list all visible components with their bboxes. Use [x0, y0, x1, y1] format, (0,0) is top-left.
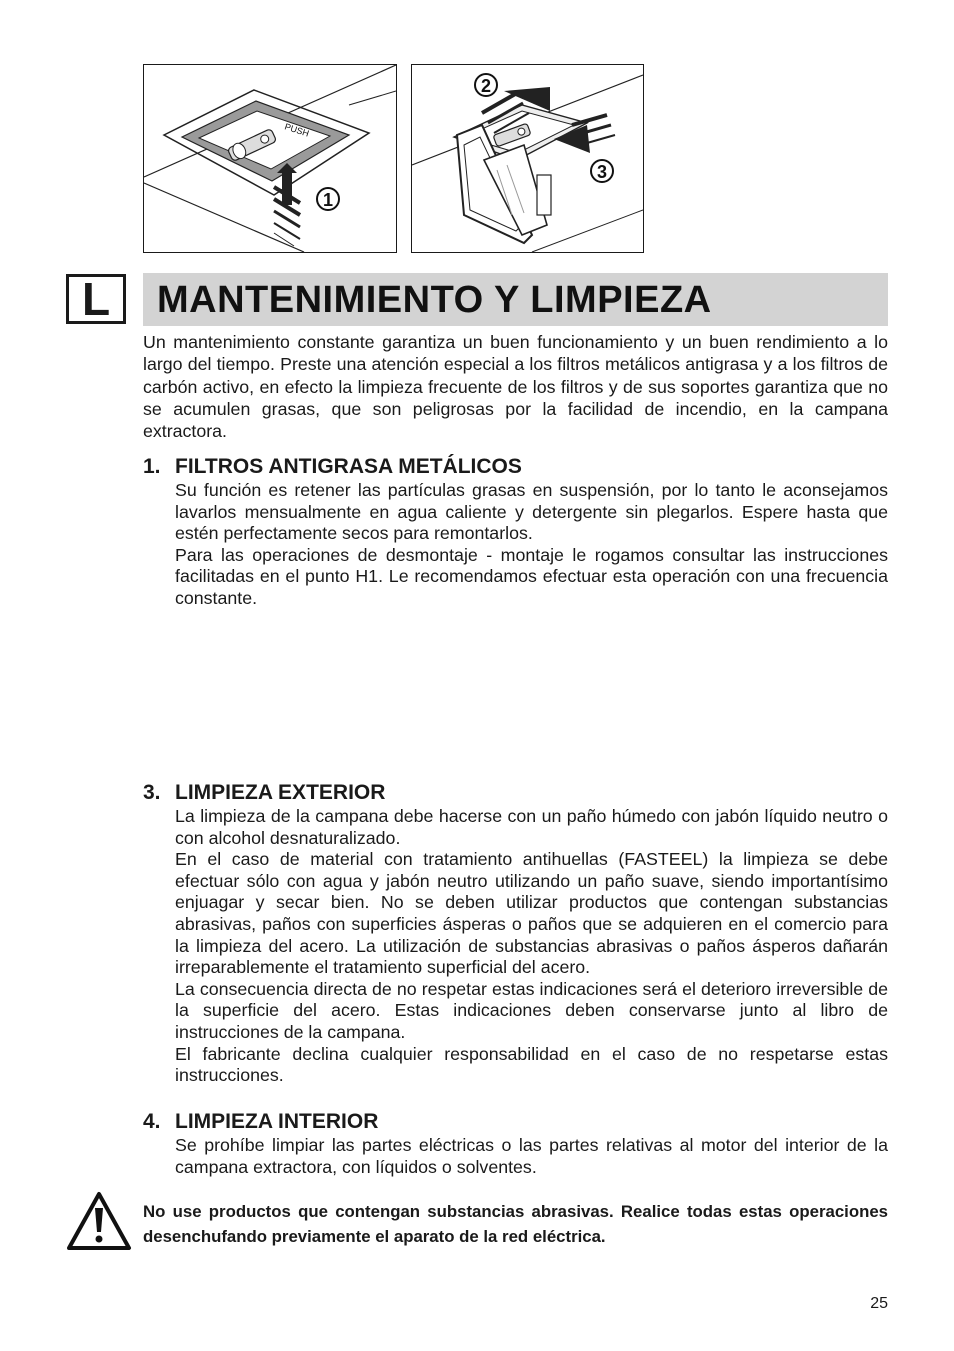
section-paragraph: La consecuencia directa de no respetar estas indicaciones será el deterioro irreversible de la superficie del acero. Estas indicaciones deben conservarse junto al libro de instrucciones de la campana.: [175, 978, 888, 1042]
section-number: 3.: [143, 781, 161, 804]
intro-paragraph: Un mantenimiento constante garantiza un buen funcionamiento y un buen rendimiento a lo largo del tiempo. Preste una atención especial a los filtros metálicos antigrasa y a los filtros de carbón activo, en efecto la limpieza frecuente de los filtros y de sus soportes garantiza que no se acumulen grasas, que son peligrosas por la facilidad de incendio, en la campana extractora.: [143, 332, 888, 442]
section-paragraph: Su función es retener las partículas grasas en suspensión, por lo tanto le aconsejamos lavarlos mensualmente en agua caliente y detergente sin plegarlos. Espere hasta que estén perfectamente secos para remontarlos.: [175, 480, 888, 544]
section-body: [175, 806, 888, 1087]
section-number: 4.: [143, 1110, 161, 1133]
push-label: PUSH: [283, 121, 311, 139]
title-band: [143, 273, 888, 326]
section-letter-badge: L: [66, 274, 126, 324]
section-paragraph: Se prohíbe limpiar las partes eléctricas o las partes relativas al motor del interior de la campana extractora, con líquidos o solventes.: [175, 1135, 888, 1177]
section-heading: [143, 1109, 888, 1135]
page-title: MANTENIMIENTO Y LIMPIEZA: [157, 279, 712, 321]
step-2-label: 2: [480, 76, 492, 96]
section-limpieza-interior: [143, 1109, 888, 1178]
page-number: 25: [870, 1295, 888, 1312]
section-body: [175, 480, 888, 610]
figure-filter-push: [143, 64, 397, 253]
section-title: FILTROS ANTIGRASA METÁLICOS: [175, 455, 522, 478]
section-filtros-antigrasa: [143, 454, 888, 610]
section-paragraph: En el caso de material con tratamiento antihuellas (FASTEEL) la limpieza se debe efectuar sólo con agua y jabón neutro utilizando un paño suave, siendo importantísimo enjuagar y secar bien. No se deben utilizar productos que contengan substancias abrasivas, paños con superficies ásperas o paños que se adquieren en el comercio para la limpieza del acero. La utilización de substancias abrasivas o paños ásperos dañarán irreparablemente el tratamiento superficial del acero.: [175, 849, 888, 978]
section-heading: [143, 780, 888, 806]
section-paragraph: Para las operaciones de desmontaje - montaje le rogamos consultar las instrucciones facilitadas en el punto H1. Le recomendamos efectuar esta operación con una frecuencia constante.: [175, 544, 888, 608]
section-title: LIMPIEZA INTERIOR: [175, 1110, 379, 1133]
filter-removal-illustration: [412, 65, 643, 252]
section-paragraph: La limpieza de la campana debe hacerse con un paño húmedo con jabón líquido neutro o con alcohol desnaturalizado.: [175, 806, 888, 848]
section-paragraph: El fabricante declina cualquier responsabilidad en el caso de no respetarse estas instrucciones.: [175, 1043, 888, 1086]
step-3-label: 3: [596, 162, 608, 182]
section-heading: [143, 454, 888, 480]
section-title: LIMPIEZA EXTERIOR: [175, 781, 386, 804]
warning-text: No use productos que contengan substancias abrasivas. Realice todas estas operaciones desenchufando previamente el aparato de la red eléctrica.: [143, 1202, 888, 1246]
step-1-label: 1: [322, 190, 334, 210]
section-number: 1.: [143, 455, 161, 478]
section-limpieza-exterior: [143, 780, 888, 1087]
section-body: [175, 1135, 888, 1178]
warning-triangle-icon: [66, 1190, 132, 1252]
figure-filter-removal: [411, 64, 644, 253]
filter-push-illustration: [144, 65, 396, 252]
